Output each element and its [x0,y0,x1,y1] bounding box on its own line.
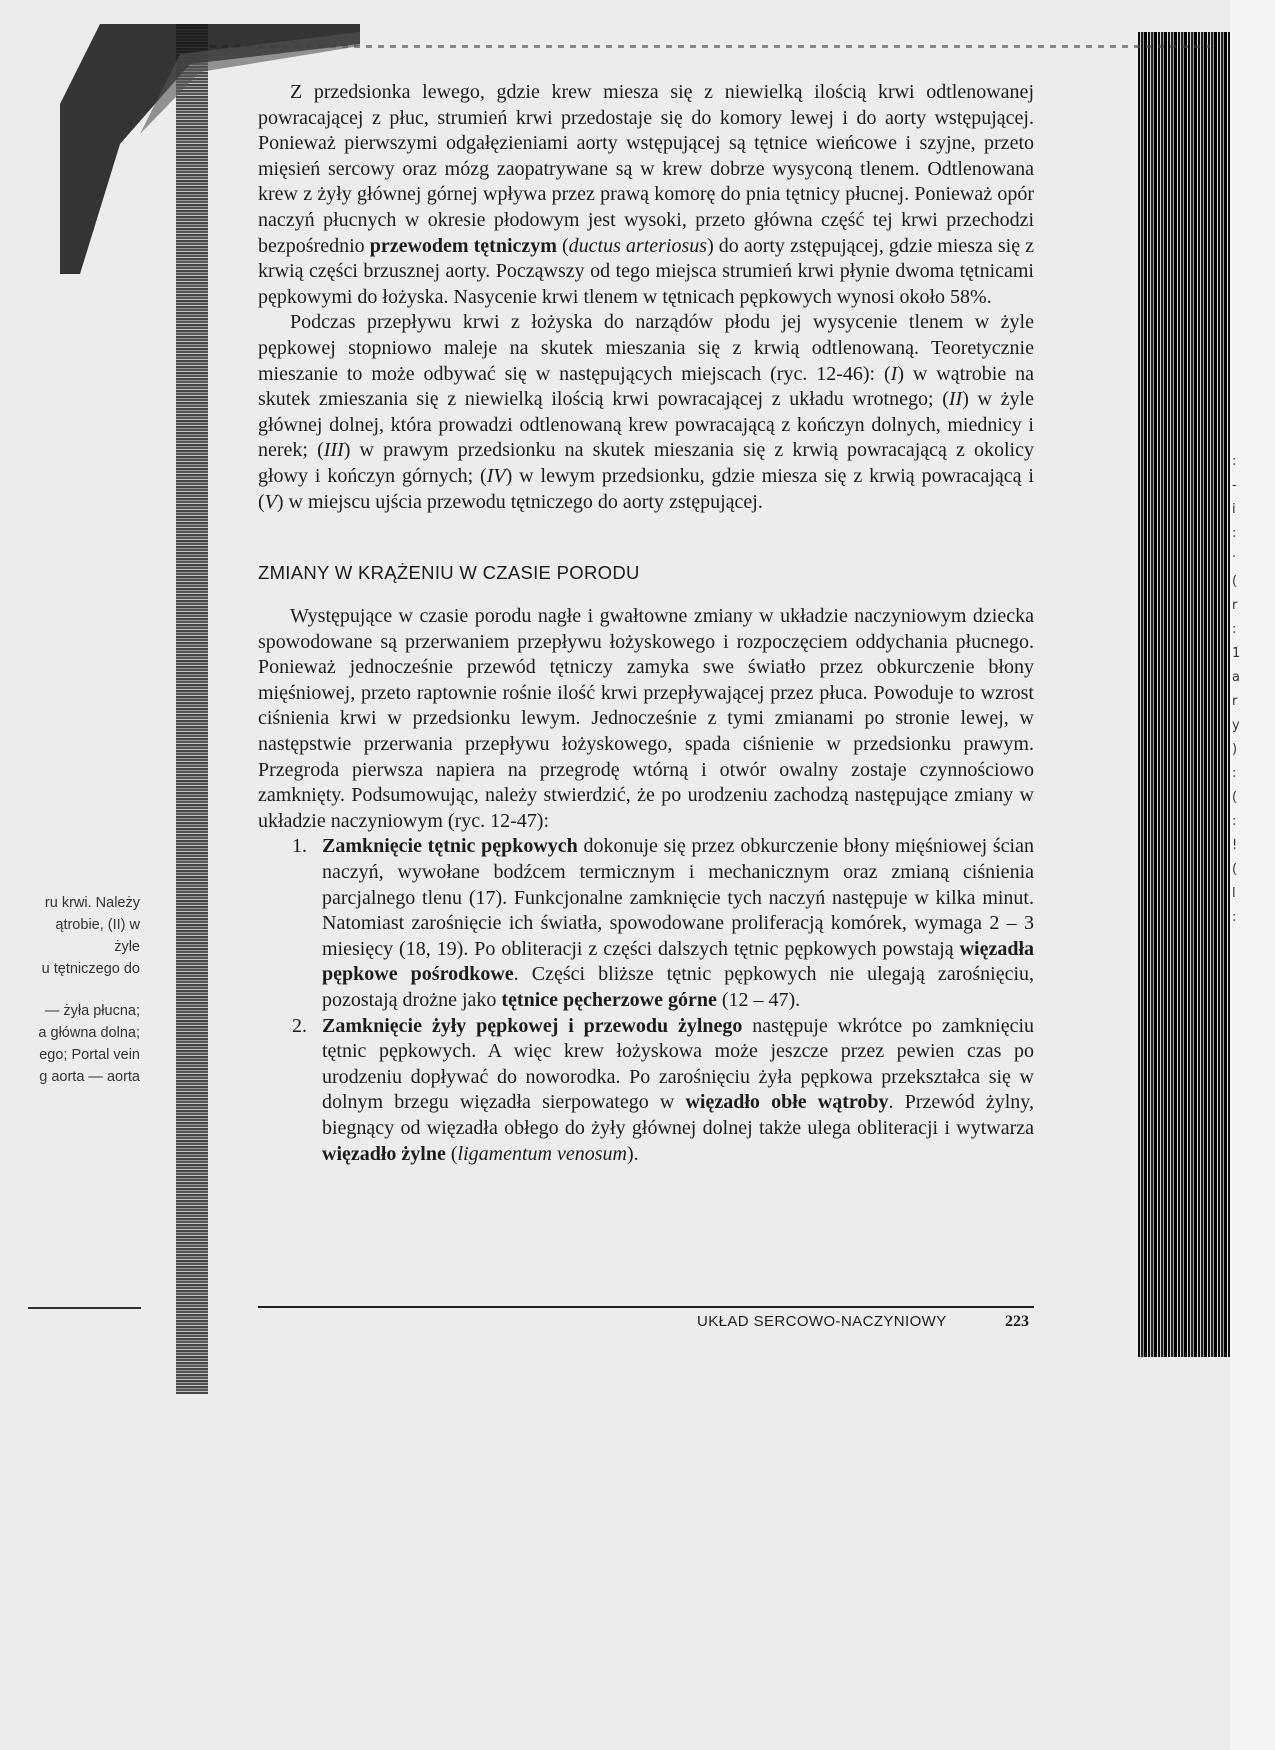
term-ductus: przewodem tętniczym [369,234,557,257]
margin-line: ego; Portal vein [39,1047,140,1063]
margin-line: u tętniczego do [41,961,140,977]
list-number: 1. [292,835,307,858]
scan-top-line [210,45,1210,48]
margin-line: a główna dolna; [38,1025,140,1041]
margin-line: g aorta — aorta [39,1069,140,1085]
margin-rule-left [28,1307,141,1309]
scan-dark-edge-right [1138,32,1230,1357]
changes-list [258,834,1034,1167]
main-text-column [258,80,1034,1167]
list-number: 2. [292,1014,307,1037]
list-item: 1. Zamknięcie tętnic pępkowych dokonuje się przez obkurczenie błony mięśniowej ścian naczyń, wywołane bodźcem termicznym i mechanicznym oraz zmianą ciśnienia parcjalnego tlenu (17). Funkcjonalne zamknięcie tych naczyń następuje w kilka minut. Natomiast zarośnięcie ich światła, spowodowane proliferacją komórek, wymaga 2 – 3 miesięcy (18, 19). Po obliteracji z części dalszych tętnic pępkowych powstają więzadła pępkowe pośrodkowe. Części bliższe tętnic pępkowych nie ulegają zarośnięciu, pozostają drożne jako tętnice pęcherzowe górne (12 – 47). [292,835,1034,1011]
footer-rule [258,1306,1034,1308]
paragraph-mixing-sites: Podczas przepływu krwi z łożyska do narządów płodu jej wysycenie tlenem w żyle pępkowej stopniowo maleje na skutek mieszania się z krwią odtlenowaną. Teoretycznie mieszanie to może odbywać się w następujących miejscach (ryc. 12-46): (I) w wątrobie na skutek zmieszania się z niewielką ilością krwi powracającej z układu wrotnego; (II) w żyle głównej dolnej, która prowadzi odtlenowaną krew powracającą z kończyn dolnych, miednicy i nerek; (III) w prawym przedsionku na skutek mieszania się z krwią powracającą z okolicy głowy i kończyn górnych; (IV) w lewym przedsionku, gdzie miesza się z krwią powracającą i (V) w miejscu ujścia przewodu tętniczego do aorty zstępującej. [258,311,1034,513]
section-heading: ZMIANY W KRĄŻENIU W CZASIE PORODU [258,562,640,584]
list-item: 2. Zamknięcie żyły pępkowej i przewodu żylnego następuje wkrótce po zamknięciu tętnic pępkowych. A więc krew łożyskowa może jeszcze przez pewien czas po urodzeniu dopływać do noworodka. Po zarośnięciu żyła pępkowa przekształca się w dolnym brzegu więzadła sierpowatego w więzadło obłe wątroby. Przewód żylny, biegnący od więzadła obłego do żyły głównej dolnej także ulega obliteracji i wytwarza więzadło żylne (ligamentum venosum). [292,1014,1034,1165]
page-number: 223 [1005,1313,1029,1330]
scan-bleed-through [240,1210,1040,1690]
paragraph-birth-changes: Występujące w czasie porodu nagłe i gwałtowne zmiany w układzie naczyniowym dziecka spowodowane są przerwaniem przepływu łożyskowego i rozpoczęciem oddychania płucnego. Ponieważ jednocześnie przewód tętniczy zamyka swe światło przez obkurczenie błony mięśniowej, przeto raptownie rośnie ilość krwi przepływającej przez płuca. Powoduje to wzrost ciśnienia krwi w przedsionku lewym. Jednocześnie z tymi zmianami po stronie lewej, w następstwie przerwania przepływu łożyskowego, spada ciśnienie w przedsionku prawym. Przegroda pierwsza napiera na przegrodę wtórną i otwór owalny zostaje czynnościowo zamknięty. Podsumowując, należy stwierdzić, że po urodzeniu zachodzą następujące zmiany w układzie naczyniowym (ryc. 12-47): [258,605,1034,832]
margin-line: — żyła płucna; [44,1003,140,1019]
running-head: UKŁAD SERCOWO-NACZYNIOWY [697,1313,947,1330]
scan-right-bleed: : - i : · ( r : 1 a r y ) : ( : ! ( l : [1232,454,1241,925]
margin-line: ątrobie, (II) w żyle [55,917,140,955]
margin-line: ru krwi. Należy [44,895,140,911]
latin-term: ductus arteriosus [568,234,708,257]
margin-fragments-left [28,892,140,1088]
paragraph-fetal-circulation: Z przedsionka lewego, gdzie krew miesza się z niewielką ilością krwi odtlenowanej powracającej z płuc, strumień krwi przedostaje się do komory lewej i do aorty wstępującej. Ponieważ pierwszymi odgałęzieniami aorty wstępującej są tętnice wieńcowe i szyjne, przeto mięsień sercowy oraz mózg zaopatrywane są w krew dobrze wysyconą tlenem. Odtlenowana krew z żyły głównej górnej wpływa przez prawą komorę do pnia tętnicy płucnej. Ponieważ opór naczyń płucnych w okresie płodowym jest wysoki, przeto główna część tej krwi przechodzi bezpośrednio przewodem tętniczym (ductus arteriosus) do aorty zstępującej, gdzie miesza się z krwią części brzusznej aorty. Począwszy od tego miejsca strumień krwi płynie dwoma tętnicami pępkowymi do łożyska. Nasycenie krwi tlenem w tętnicach pępkowych wynosi około 58%. [258,81,1035,308]
